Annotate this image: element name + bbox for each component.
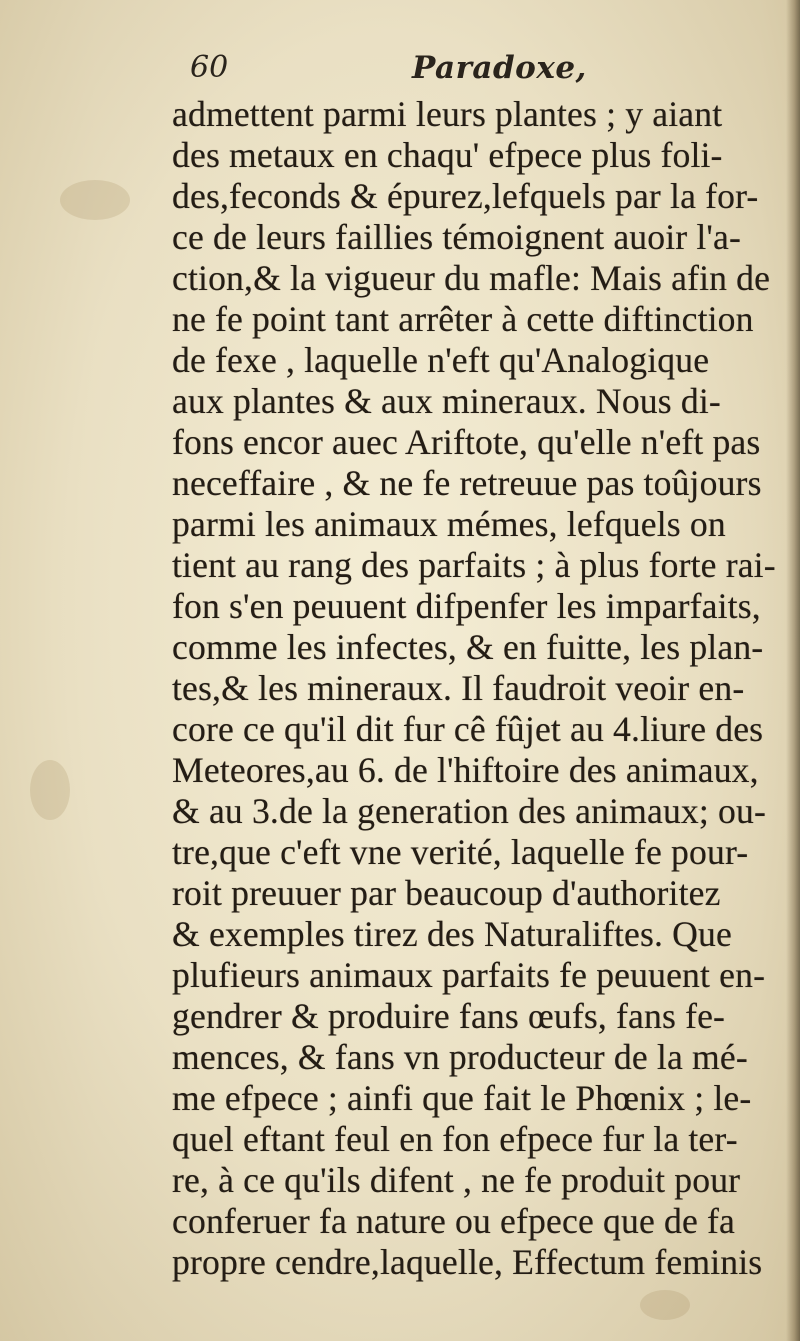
text-line: neceffaire , & ne fe retreuue pas toûjours	[172, 463, 762, 503]
text-line: plufieurs animaux parfaits fe peuuent en-	[172, 955, 766, 995]
text-line: ce de leurs faillies témoignent auoir l'a-	[172, 217, 742, 257]
text-line: core ce qu'il dit fur cê fûjet au 4.liure des	[172, 709, 764, 749]
text-line: Meteores,au 6. de l'hiftoire des animaux,	[172, 750, 759, 790]
text-line: ction,& la vigueur du mafle: Mais afin de	[172, 258, 771, 298]
text-line: tes,& les mineraux. Il faudroit veoir en-	[172, 668, 745, 708]
page-header	[190, 50, 750, 100]
body-text	[172, 94, 790, 1283]
text-line: gendrer & produire fans œufs, fans fe-	[172, 996, 726, 1036]
text-line: de fexe , laquelle n'eft qu'Analogique	[172, 340, 710, 380]
text-line: mences, & fans vn producteur de la mé-	[172, 1037, 748, 1077]
text-line: tient au rang des parfaits ; à plus forte rai-	[172, 545, 776, 585]
text-line: quel eftant feul en fon efpece fur la ter-	[172, 1119, 738, 1159]
text-line: conferuer fa nature ou efpece que de fa	[172, 1201, 735, 1241]
text-line: fons encor auec Ariftote, qu'elle n'eft pas	[172, 422, 761, 462]
text-line: aux plantes & aux mineraux. Nous di-	[172, 381, 721, 421]
text-line: fon s'en peuuent difpenfer les imparfaits,	[172, 586, 761, 626]
text-line: des metaux en chaqu' efpece plus foli-	[172, 135, 723, 175]
page-edge-shadow	[786, 0, 800, 1341]
paper-stain	[60, 180, 130, 220]
running-head: Paradoxe,	[412, 50, 587, 86]
text-line: comme les infectes, & en fuitte, les plan-	[172, 627, 764, 667]
text-line: re, à ce qu'ils difent , ne fe produit pour	[172, 1160, 741, 1200]
paper-stain	[640, 1290, 690, 1320]
text-line: des,feconds & épurez,lefquels par la for-	[172, 176, 759, 216]
text-line: tre,que c'eft vne verité, laquelle fe pour-	[172, 832, 749, 872]
text-line: ne fe point tant arrêter à cette diftinction	[172, 299, 754, 339]
text-line: & exemples tirez des Naturaliftes. Que	[172, 914, 733, 954]
text-line: me efpece ; ainfi que fait le Phœnix ; le-	[172, 1078, 752, 1118]
text-line: & au 3.de la generation des animaux; ou-	[172, 791, 766, 831]
text-line: admettent parmi leurs plantes ; y aiant	[172, 94, 723, 134]
paper-stain	[30, 760, 70, 820]
text-line: roit preuuer par beaucoup d'authoritez	[172, 873, 721, 913]
text-line: propre cendre,laquelle, Effectum feminis	[172, 1242, 763, 1282]
text-line: parmi les animaux mémes, lefquels on	[172, 504, 726, 544]
page-number: 60	[190, 50, 229, 85]
